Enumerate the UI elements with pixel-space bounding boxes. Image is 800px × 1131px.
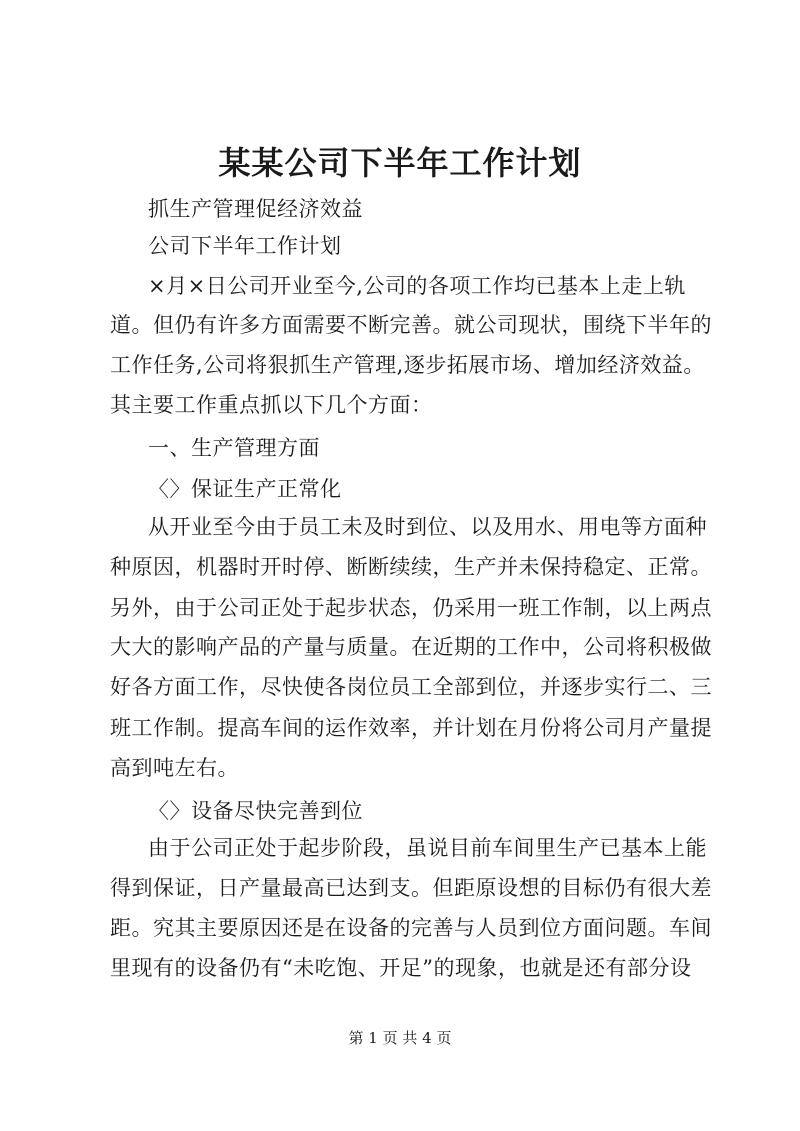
paragraph-line: 得到保证，日产量最高已达到支。但距原设想的目标仍有很大差 (110, 876, 712, 900)
paragraph-line: 工作任务,公司将狠抓生产管理,逐步拓展市场、增加经济效益。 (110, 353, 705, 377)
paragraph-line: 从开业至今由于员工未及时到位、以及用水、用电等方面种 (148, 515, 707, 539)
paragraph-line: 好各方面工作，尽快使各岗位员工全部到位，并逐步实行二、三 (110, 675, 712, 699)
paragraph-line: 另外，由于公司正处于起步状态，仍采用一班工作制，以上两点 (110, 596, 712, 620)
paragraph-line: 种原因，机器时开时停、断断续续，生产并未保持稳定、正常。 (110, 555, 712, 579)
paragraph-line: ×月×日公司开业至今,公司的各项工作均已基本上走上轨 (148, 274, 686, 298)
page-number: 第 1 页 共 4 页 (348, 1029, 452, 1047)
paragraph-line: 距。究其主要原因还是在设备的完善与人员到位方面问题。车间 (110, 916, 712, 940)
document-title: 某某公司下半年工作计划 (218, 144, 582, 182)
paragraph-line: 大大的影响产品的产量与质量。在近期的工作中，公司将积极做 (110, 635, 712, 659)
paragraph-line: 其主要工作重点抓以下几个方面： (110, 393, 433, 417)
subtitle-line: 抓生产管理促经济效益 (148, 197, 363, 221)
subsection-heading: 〈〉设备尽快完善到位 (148, 799, 363, 823)
paragraph-line: 班工作制。提高车间的运作效率，并计划在月份将公司月产量提 (110, 716, 712, 740)
subsection-heading: 〈〉保证生产正常化 (148, 477, 342, 501)
section-heading: 一、生产管理方面 (148, 436, 320, 460)
paragraph-line: 由于公司正处于起步阶段，虽说目前车间里生产已基本上能 (148, 836, 707, 860)
paragraph-line: 道。但仍有许多方面需要不断完善。就公司现状，围绕下半年的 (110, 313, 712, 337)
paragraph-line: 高到吨左右。 (110, 756, 239, 780)
paragraph-line: 里现有的设备仍有“未吃饱、开足”的现象，也就是还有部分设 (110, 956, 692, 980)
subtitle-line: 公司下半年工作计划 (148, 234, 342, 258)
